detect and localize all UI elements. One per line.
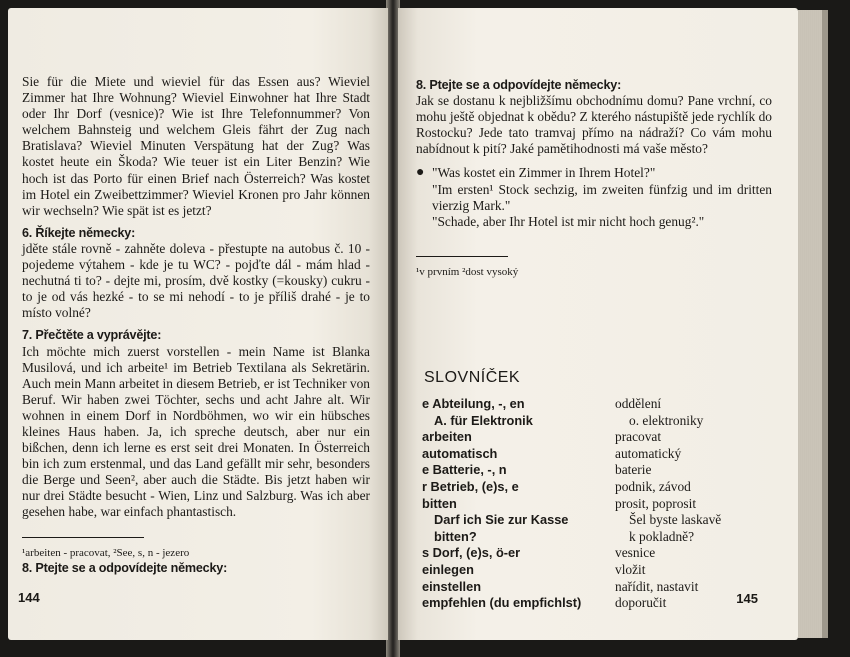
exercise-7-body: Ich möchte mich zuerst vorstellen - mein Name ist Blanka Musilová, und ich arbeite¹ im Betrieb Textilana als Sekretärin. Auch mein Mann arbeitet in diesem Betrieb, er ist Techniker von Beruf. Wir haben zwei Töchter, sechs und acht Jahre alt. Wir wohnen in einem Dorf in Nordböhmen, wo wir ein hübsches kleines Haus haben. Ja, ich spreche deutsch, aber nur ein bißchen, denn ich lerne es erst seit drei Monaten. In Österreich bin ich zum erstenmal, und das Land gefällt mir sehr, besonders die Berge und Seen², aber auch die Städte. Bis jetzt haben wir nur drei Städte besucht - Wien, Linz und Salzburg. Was ich aber gesehen habe, war einfach phantastisch. bbox=[22, 343, 370, 520]
exercise-7 bbox=[22, 327, 370, 520]
vocab-german-entry: empfehlen (du empfichlst) bbox=[422, 595, 582, 611]
exercise-8-heading: 8. Ptejte se a odpovídejte německy: bbox=[22, 560, 228, 575]
page-number: 144 bbox=[18, 590, 40, 605]
exercise-8-heading: 8. Ptejte se a odpovídejte německy: bbox=[416, 78, 622, 92]
left-page bbox=[8, 8, 388, 640]
exercise-6-heading: 6. Říkejte německy: bbox=[22, 225, 136, 240]
vocab-german-entry: arbeiten bbox=[422, 429, 472, 445]
left-page-text bbox=[22, 74, 370, 576]
footnote: ¹arbeiten - pracovat, ²See, s, n - jezero bbox=[22, 546, 190, 559]
vocab-czech-entry: k pokladně? bbox=[629, 528, 695, 544]
vocabulary-czech-column bbox=[615, 396, 785, 612]
vocab-german-entry: s Dorf, (e)s, ö-er bbox=[422, 545, 521, 561]
vocab-german-entry: r Betrieb, (e)s, e bbox=[422, 478, 519, 494]
vocabulary-german-column bbox=[422, 396, 622, 612]
dialogue-block bbox=[416, 165, 772, 229]
vocab-german-entry: Darf ich Sie zur Kasse bbox=[434, 512, 569, 528]
vocab-german-entry: e Abteilung, -, en bbox=[422, 396, 525, 411]
dialogue-line: "Im ersten¹ Stock sechzig, im zweiten fünfzig und im dritten vierzig Mark." bbox=[432, 181, 772, 213]
vocab-czech-entry: Šel byste laskavě bbox=[629, 512, 722, 528]
dialogue-line: "Schade, aber Ihr Hotel ist mir nicht hoch genug²." bbox=[432, 213, 705, 229]
exercise-6 bbox=[22, 225, 370, 322]
footnote-rule bbox=[22, 537, 144, 538]
vocab-german-entry: e Batterie, -, n bbox=[422, 462, 507, 478]
vocab-german-entry: A. für Elektronik bbox=[434, 412, 533, 428]
vocabulary-title: SLOVNÍČEK bbox=[424, 369, 521, 386]
vocab-czech-entry: podnik, závod bbox=[615, 478, 691, 494]
exercise-6-body: jděte stále rovně - zahněte doleva - přestupte na autobus č. 10 - pojedeme výtahem - kde je tu WC? - pojďte dál - mám hlad - nechutná ti to? - dejte mi, prosím, dvě kostky (=kousky) cukru - to je od vás hezké - to se mi nehodí - to je příliš drahé - je to místo volné? bbox=[22, 240, 370, 321]
vocab-czech-entry: prosit, poprosit bbox=[615, 495, 697, 511]
page-number: 145 bbox=[736, 591, 758, 606]
vocab-czech-entry: automatický bbox=[615, 445, 682, 461]
exercise-7-heading: 7. Přečtěte a vyprávějte: bbox=[22, 328, 162, 343]
vocab-german-entry: einstellen bbox=[422, 578, 482, 594]
vocab-german-entry: bitten? bbox=[434, 528, 477, 544]
exercise-8-body: Jak se dostanu k nejbližšímu obchodnímu domu? Pane vrchní, co mohu ještě objednat k obědu? Z kterého nástupiště jede rychlík do Rostocku? Jede tato tramvaj přímo na nádraží? Co vám mohu nabídnout k pití? Jaké pamětihodnosti má vaše město? bbox=[416, 93, 772, 157]
vocab-german-entry: einlegen bbox=[422, 561, 474, 577]
dialogue-lines bbox=[432, 165, 772, 229]
vocab-czech-entry: vložit bbox=[615, 561, 646, 577]
vocab-czech-entry: doporučit bbox=[615, 595, 667, 611]
vocab-czech-entry: pracovat bbox=[615, 429, 662, 445]
vocab-german-entry: bitten bbox=[422, 495, 457, 511]
right-page-text bbox=[416, 77, 772, 279]
right-page bbox=[398, 8, 798, 640]
bullet-icon: ● bbox=[416, 165, 425, 181]
page-edges bbox=[798, 10, 828, 638]
vocab-czech-entry: baterie bbox=[615, 462, 652, 478]
footnote: ¹v prvním ²dost vysoký bbox=[416, 265, 519, 278]
vocab-czech-entry: nařídit, nastavit bbox=[615, 578, 699, 594]
footnote-rule bbox=[416, 256, 508, 257]
questions-paragraph: Sie für die Miete und wieviel für das Essen aus? Wieviel Zimmer hat Ihre Wohnung? Wieviel Einwohner hat Ihre Stadt oder Ihr Dorf (vesnice)? Wie ist Ihre Telefonnummer? Von welchem Bahnsteig und welchem Gleis fährt der Zug nach Bratislava? Wieviel Minuten Verspätung hat der Zug? Was kostet heute ein Škoda? Wie teuer ist ein Liter Benzin? Wie hoch ist das Porto für einen Brief nach Österreich? Was kostet im Hotel ein Zweibettzimmer? Wieviel Kronen pro Jahr können wir wechseln? Wie spät ist es jetzt? bbox=[22, 74, 370, 218]
vocab-czech-entry: o. elektroniky bbox=[629, 412, 704, 428]
vocab-czech-entry: vesnice bbox=[615, 545, 656, 561]
dialogue-line: "Was kostet ein Zimmer in Ihrem Hotel?" bbox=[432, 165, 656, 181]
vocab-german-entry: automatisch bbox=[422, 445, 498, 461]
vocab-czech-entry: oddělení bbox=[615, 396, 662, 411]
